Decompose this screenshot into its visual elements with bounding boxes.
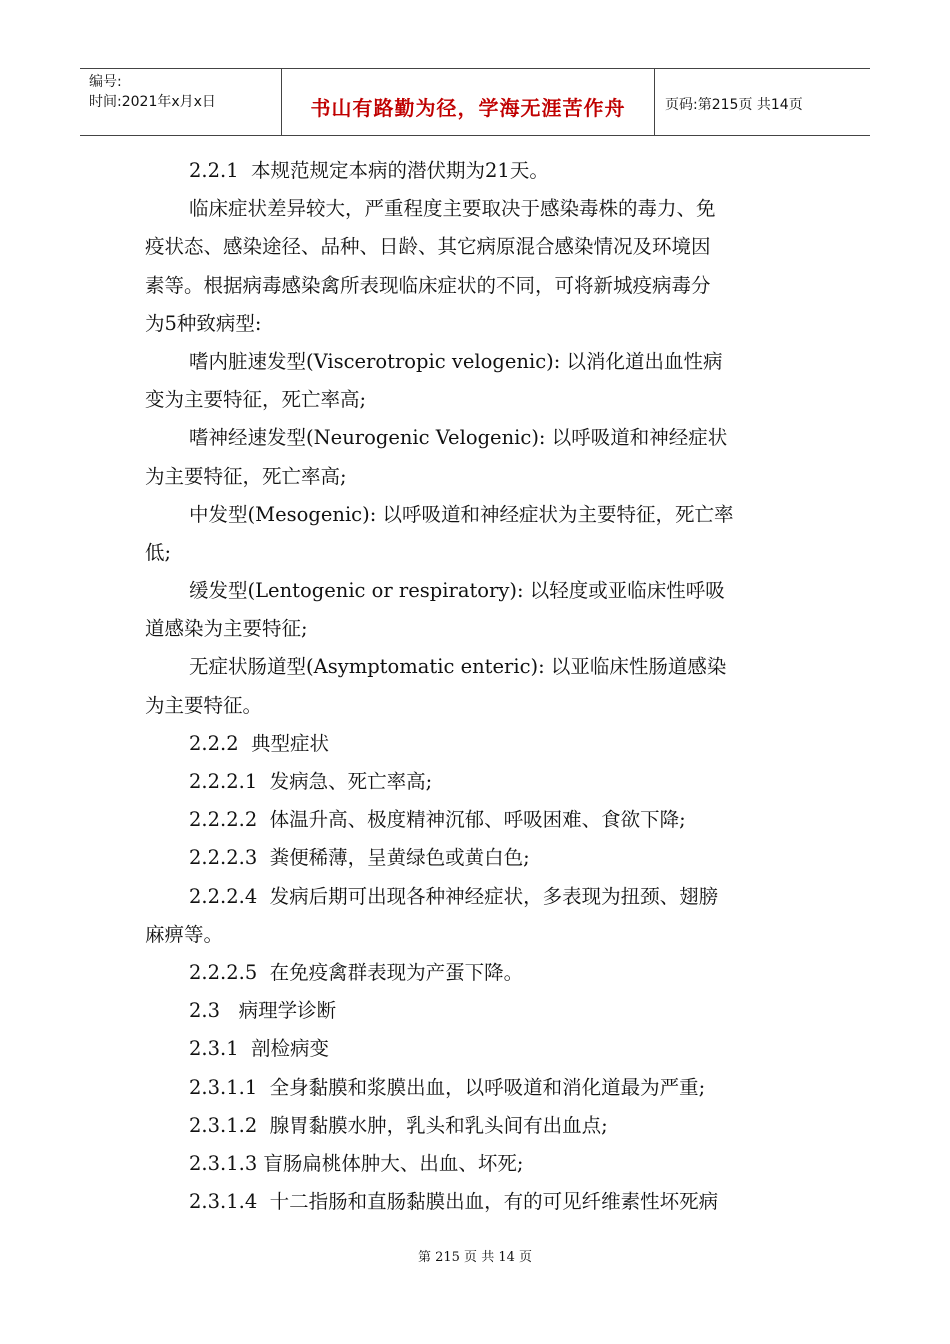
text-line: 临床症状差异较大，严重程度主要取决于感染毒株的毒力、免	[189, 197, 716, 221]
header-page-code: 页码:第215页 共14页	[665, 97, 803, 113]
text-line: 2.2.2.3 粪便稀薄，呈黄绿色或黄白色;	[189, 846, 530, 870]
page-footer: 第 215 页 共 14 页	[417, 1250, 533, 1265]
text-line: 为主要特征。	[145, 693, 263, 717]
text-line: 低;	[145, 540, 172, 564]
text-line: 2.3.1.2 腺胃黏膜水肿，乳头和乳头间有出血点;	[189, 1113, 608, 1137]
text-line: 嗜神经速发型(Neurogenic Velogenic): 以呼吸道和神经症状	[189, 426, 728, 450]
text-line: 道感染为主要特征;	[145, 617, 308, 641]
text-line: 麻痹等。	[145, 922, 224, 946]
text-line: 2.2.2.5 在免疫禽群表现为产蛋下降。	[189, 960, 524, 984]
text-line: 嗜内脏速发型(Viscerotropic velogenic): 以消化道出血性病	[189, 349, 723, 373]
page-header	[80, 68, 870, 136]
text-line: 变为主要特征，死亡率高;	[145, 388, 367, 412]
text-line: 2.2.2.2 体温升高、极度精神沉郁、呼吸困难、食欲下降;	[189, 808, 686, 832]
text-line: 为主要特征，死亡率高;	[145, 464, 347, 488]
document-body	[145, 152, 810, 1221]
text-line: 缓发型(Lentogenic or respiratory): 以轻度或亚临床性呼吸	[189, 579, 725, 603]
time-label: 时间:2021年x月x日	[89, 94, 216, 110]
text-line: 2.2.2.1 发病急、死亡率高;	[189, 770, 433, 793]
text-line: 2.3.1.4 十二指肠和直肠黏膜出血，有的可见纤维素性坏死病	[189, 1190, 719, 1214]
text-line: 2.3.1.1 全身黏膜和浆膜出血，以呼吸道和消化道最为严重;	[189, 1075, 706, 1099]
text-line: 2.3.1.3 盲肠扁桃体肿大、出血、坏死;	[189, 1151, 524, 1175]
text-line: 中发型(Mesogenic): 以呼吸道和神经症状为主要特征，死亡率	[189, 502, 734, 526]
number-label: 编号:	[89, 74, 122, 90]
header-motto-cell	[282, 69, 655, 135]
text-line: 素等。根据病毒感染禽所表现临床症状的不同，可将新城疫病毒分	[145, 273, 711, 297]
text-line: 2.3 病理学诊断	[189, 999, 337, 1023]
header-motto: 书山有路勤为径，学海无涯苦作舟	[310, 96, 626, 120]
header-meta-cell	[80, 69, 282, 135]
header-page-cell	[655, 69, 870, 135]
text-line: 为5种致病型:	[145, 311, 262, 335]
text-line: 2.2.2.4 发病后期可出现各种神经症状，多表现为扭颈、翅膀	[189, 884, 719, 908]
text-line: 无症状肠道型(Asymptomatic enteric): 以亚临床性肠道感染	[189, 655, 727, 679]
text-line: 疫状态、感染途径、品种、日龄、其它病原混合感染情况及环境因	[145, 235, 711, 259]
text-line: 2.2.1 本规范规定本病的潜伏期为21天。	[189, 159, 549, 182]
text-line: 2.3.1 剖检病变	[189, 1037, 330, 1061]
text-line: 2.2.2 典型症状	[189, 731, 330, 755]
